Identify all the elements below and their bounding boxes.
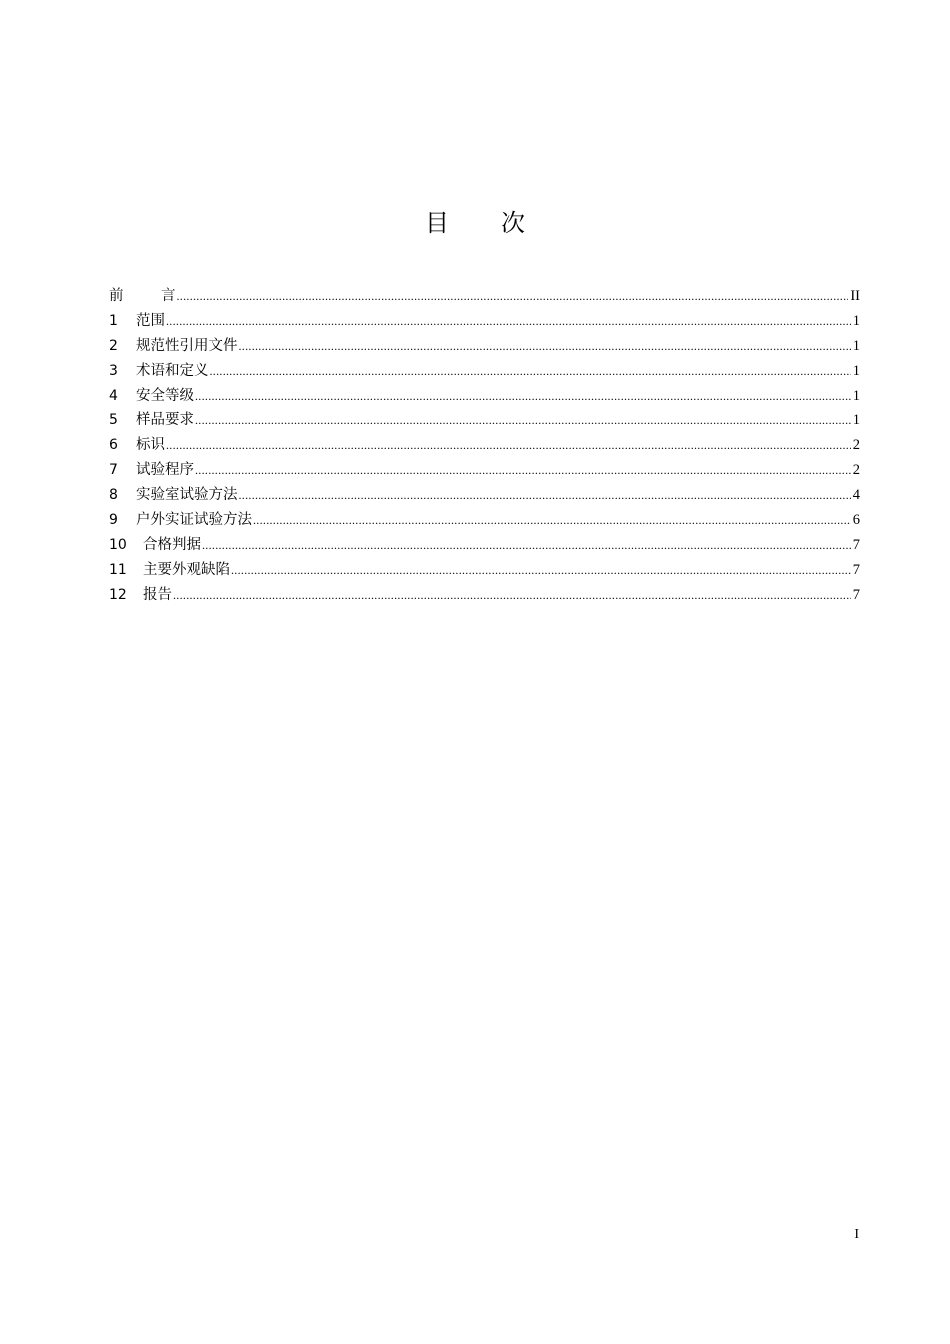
toc-entry-6[interactable]	[109, 433, 860, 458]
toc-leader-dots	[253, 508, 851, 533]
toc-entry-label: 标识	[136, 437, 165, 454]
toc-entry-label: 主要外观缺陷	[143, 561, 230, 578]
toc-entry-11[interactable]	[109, 558, 860, 583]
toc-leader-dots	[202, 533, 851, 558]
toc-entry-7[interactable]	[109, 458, 860, 483]
toc-title	[0, 203, 950, 238]
toc-entry-number: 8	[109, 487, 118, 504]
toc-entry-label: 合格判据	[143, 536, 201, 553]
toc-leader-dots	[210, 359, 851, 384]
toc-entry-page: 2	[852, 462, 860, 479]
toc-leader-dots	[166, 433, 851, 458]
toc-entry-label: 样品要求	[136, 412, 194, 429]
toc-entry-2[interactable]	[109, 334, 860, 359]
page-number: I	[854, 1227, 859, 1242]
toc-entry-12[interactable]	[109, 583, 860, 608]
toc-entry-number: 6	[109, 437, 118, 454]
toc-entry-number: 2	[109, 337, 118, 354]
toc-leader-dots	[195, 458, 851, 483]
toc-entry-label: 前 言	[109, 288, 176, 304]
toc-entry-label: 报告	[143, 586, 172, 603]
toc-entry-4[interactable]	[109, 384, 860, 409]
toc-leader-dots	[231, 558, 851, 583]
toc-entry-8[interactable]	[109, 483, 860, 508]
toc-entry-label: 范围	[136, 312, 165, 329]
toc-entry-page: 2	[852, 437, 860, 454]
toc-leader-dots	[195, 408, 851, 433]
toc-entry-number: 1	[109, 312, 118, 329]
toc-entry-page: II	[850, 288, 860, 304]
toc-entry-page: 1	[852, 312, 860, 329]
toc-entry-label: 术语和定义	[136, 362, 209, 379]
toc-leader-dots	[177, 284, 849, 309]
toc-leader-dots	[173, 583, 851, 608]
toc-entry-page: 6	[852, 512, 860, 529]
toc-entry-page: 1	[852, 387, 860, 404]
toc-entry-10[interactable]	[109, 533, 860, 558]
toc-entry-label: 安全等级	[136, 387, 194, 404]
toc-entry-page: 1	[852, 362, 860, 379]
toc-title-part2: 次	[501, 209, 525, 237]
toc-entry-foreword[interactable]	[109, 284, 860, 309]
toc-entry-number: 4	[109, 387, 118, 404]
toc-leader-dots	[195, 384, 851, 409]
toc-leader-dots	[166, 309, 851, 334]
toc-entry-number: 11	[109, 561, 127, 578]
toc-entry-9[interactable]	[109, 508, 860, 533]
table-of-contents	[109, 284, 860, 608]
toc-title-part1: 目	[425, 209, 449, 237]
toc-entry-label: 试验程序	[136, 462, 194, 479]
toc-entry-page: 7	[852, 536, 860, 553]
toc-leader-dots	[239, 334, 851, 359]
toc-entry-page: 1	[852, 337, 860, 354]
toc-entry-number: 10	[109, 536, 127, 553]
toc-entry-page: 7	[852, 586, 860, 603]
toc-entry-3[interactable]	[109, 359, 860, 384]
toc-entry-number: 7	[109, 462, 118, 479]
toc-entry-number: 9	[109, 512, 118, 529]
toc-entry-page: 4	[852, 487, 860, 504]
toc-entry-number: 12	[109, 586, 127, 603]
toc-entry-page: 1	[852, 412, 860, 429]
toc-entry-page: 7	[852, 561, 860, 578]
toc-entry-5[interactable]	[109, 408, 860, 433]
toc-entry-label: 规范性引用文件	[136, 337, 238, 354]
toc-entry-number: 5	[109, 412, 118, 429]
toc-entry-label: 户外实证试验方法	[136, 512, 252, 529]
toc-entry-number: 3	[109, 362, 118, 379]
toc-entry-1[interactable]	[109, 309, 860, 334]
toc-entry-label: 实验室试验方法	[136, 487, 238, 504]
toc-leader-dots	[239, 483, 851, 508]
